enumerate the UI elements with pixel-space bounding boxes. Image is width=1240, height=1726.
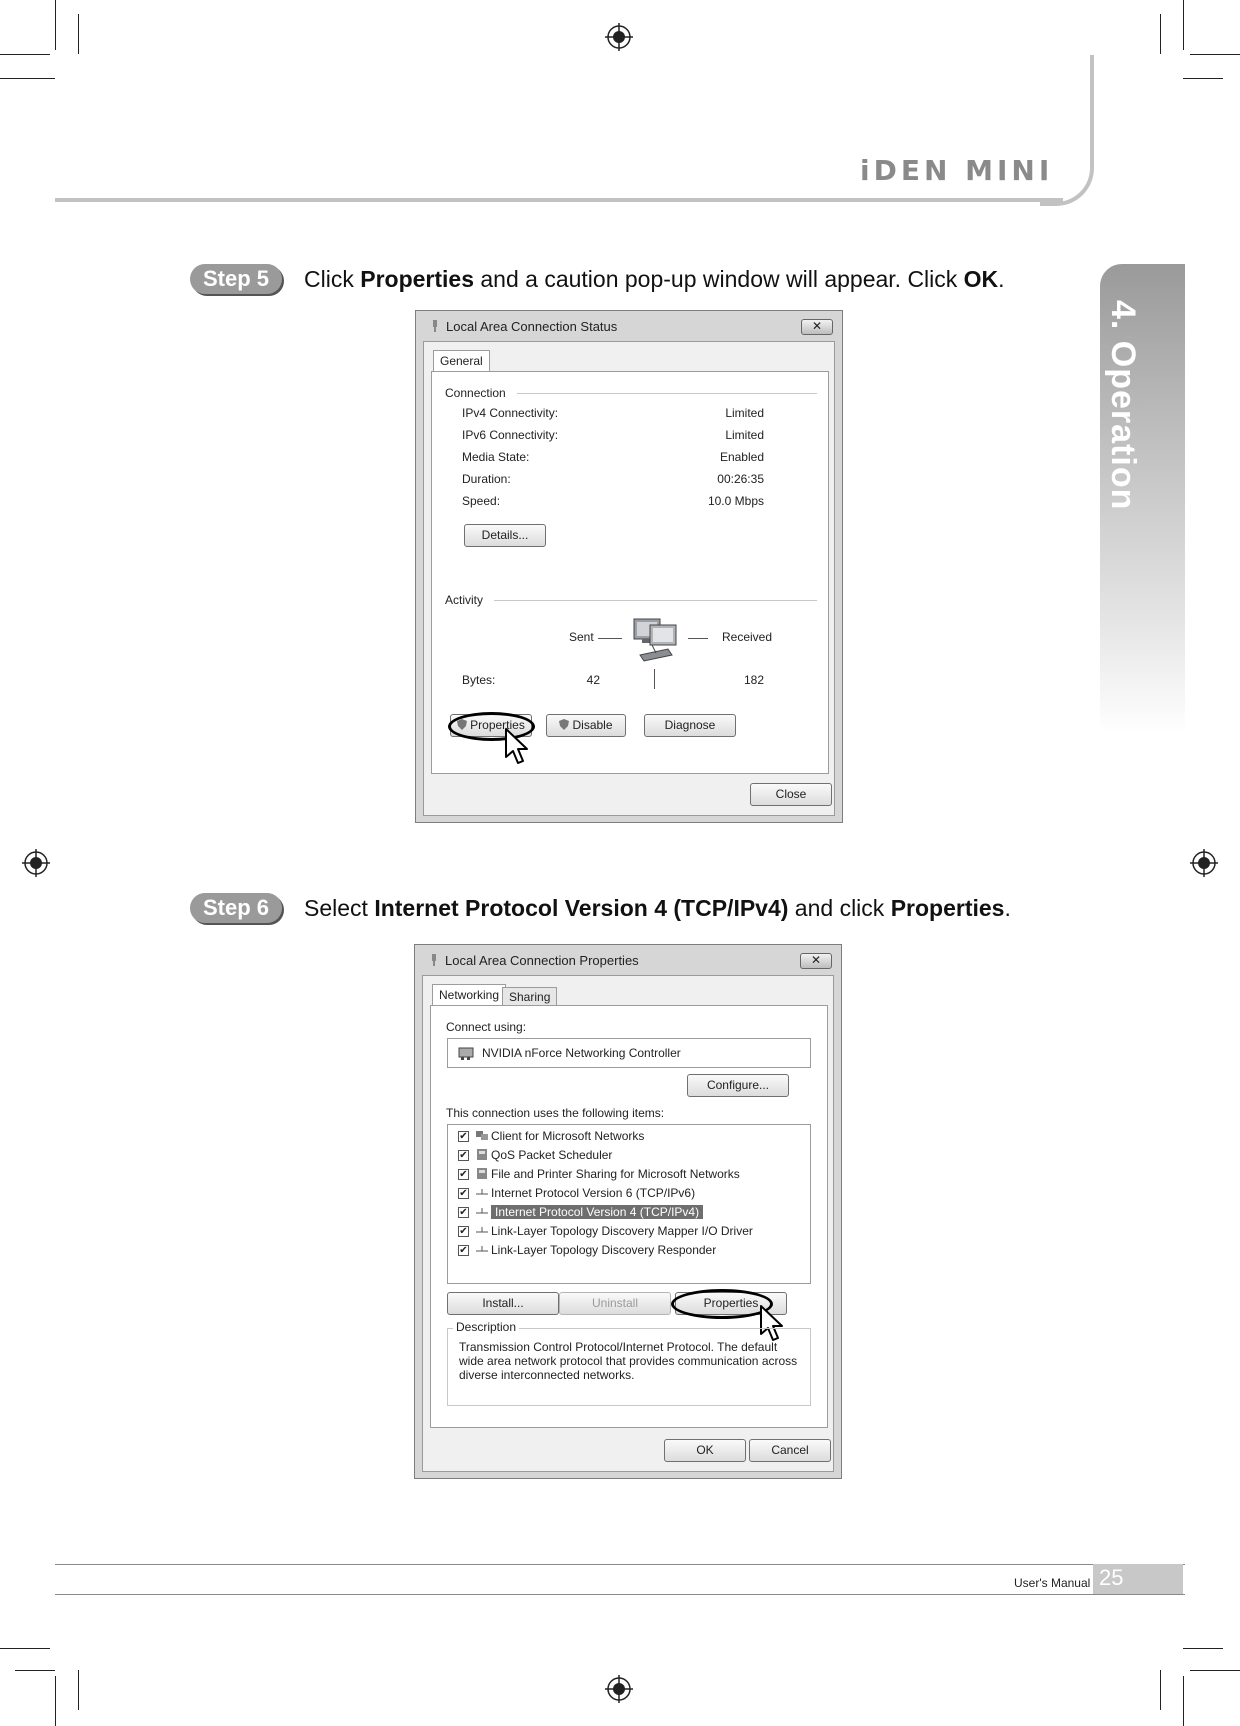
list-item[interactable]: Link-Layer Topology Discovery Responder xyxy=(476,1242,716,1259)
adapter-name: NVIDIA nForce Networking Controller xyxy=(482,1046,681,1060)
networking-pane xyxy=(430,1005,828,1428)
registration-mark-icon xyxy=(605,1675,633,1703)
item-checkbox[interactable]: ✔ xyxy=(459,1169,468,1180)
highlight-ellipse xyxy=(671,1289,773,1319)
ipv4-connectivity-label: IPv4 Connectivity: xyxy=(462,406,559,420)
mouse-cursor-icon xyxy=(504,727,530,765)
speed-label: Speed: xyxy=(462,494,501,508)
close-button[interactable]: Close xyxy=(750,783,832,806)
crop-mark xyxy=(1160,14,1161,54)
tab-general[interactable]: General xyxy=(433,350,490,372)
items-list xyxy=(447,1124,811,1284)
registration-mark-icon xyxy=(22,849,50,877)
service-icon xyxy=(476,1149,488,1160)
duration-value: 00:26:35 xyxy=(717,472,764,486)
crop-mark xyxy=(55,0,56,50)
crop-mark xyxy=(78,1670,79,1710)
dialog-body xyxy=(423,341,835,816)
group-rule xyxy=(517,393,817,394)
step-6-instruction: Select Internet Protocol Version 4 (TCP/IPv4) and click Properties. xyxy=(304,895,1011,921)
close-icon[interactable]: ✕ xyxy=(800,953,832,969)
uninstall-button[interactable]: Uninstall xyxy=(559,1292,671,1315)
ipv6-connectivity-value: Limited xyxy=(725,428,764,442)
disable-button-label: Disable xyxy=(572,718,613,732)
registration-mark-icon xyxy=(605,23,633,51)
connect-using-label: Connect using: xyxy=(446,1020,527,1034)
dialog-title: Local Area Connection Properties xyxy=(429,953,639,968)
item-checkbox[interactable]: ✔ xyxy=(459,1150,468,1161)
uac-shield-icon xyxy=(559,719,569,730)
sent-line xyxy=(598,638,622,639)
protocol-icon xyxy=(476,1206,488,1217)
activity-group-label: Activity xyxy=(445,593,484,607)
media-state-label: Media State: xyxy=(462,450,530,464)
duration-label: Duration: xyxy=(462,472,511,486)
footer-rule xyxy=(55,1594,1185,1595)
crop-mark xyxy=(0,1648,50,1649)
client-network-icon xyxy=(476,1130,488,1141)
dialog-body xyxy=(422,975,834,1472)
configure-button[interactable]: Configure... xyxy=(687,1074,789,1097)
protocol-icon xyxy=(476,1187,488,1198)
general-pane xyxy=(431,371,829,774)
item-checkbox[interactable]: ✔ xyxy=(459,1245,468,1256)
step-5-badge: Step 5 xyxy=(190,264,282,294)
brand-logo: iDEN MINI xyxy=(860,154,1054,187)
group-rule xyxy=(494,600,817,601)
tab-sharing[interactable]: Sharing xyxy=(502,987,557,1006)
item-checkbox[interactable]: ✔ xyxy=(459,1207,468,1218)
chapter-tab-label: 4. Operation xyxy=(1104,300,1142,511)
bytes-label: Bytes: xyxy=(462,673,496,687)
connection-properties-dialog xyxy=(414,944,842,1479)
description-text: Transmission Control Protocol/Internet Protocol. The default wide area network protocol that provides communication across diverse interconnected networks. xyxy=(459,1340,798,1382)
registration-mark-icon xyxy=(1190,849,1218,877)
list-item[interactable]: QoS Packet Scheduler xyxy=(476,1147,612,1164)
network-plug-icon xyxy=(430,320,440,332)
bytes-sent-value: 42 xyxy=(586,673,600,687)
tab-networking[interactable]: Networking xyxy=(432,984,506,1006)
list-item[interactable]: File and Printer Sharing for Microsoft Networks xyxy=(476,1166,740,1183)
ipv6-connectivity-label: IPv6 Connectivity: xyxy=(462,428,559,442)
bytes-divider xyxy=(654,669,655,689)
item-checkbox[interactable]: ✔ xyxy=(459,1188,468,1199)
list-item[interactable]: Internet Protocol Version 6 (TCP/IPv6) xyxy=(476,1185,695,1202)
list-item[interactable]: Client for Microsoft Networks xyxy=(476,1128,644,1145)
adapter-box xyxy=(447,1038,811,1068)
properties-button-label: Properties xyxy=(470,718,525,732)
protocol-icon xyxy=(476,1225,488,1236)
network-adapter-icon xyxy=(458,1045,476,1061)
crop-mark xyxy=(55,1676,56,1726)
connection-status-dialog xyxy=(415,310,843,823)
crop-mark xyxy=(0,54,50,55)
crop-mark xyxy=(1183,78,1223,79)
footer-rule xyxy=(55,1564,1185,1565)
details-button[interactable]: Details... xyxy=(464,524,546,547)
connection-group-label: Connection xyxy=(445,386,506,400)
received-label: Received xyxy=(722,630,773,644)
crop-mark xyxy=(1183,1648,1223,1649)
network-plug-icon xyxy=(429,954,439,966)
step-5-instruction: Click Properties and a caution pop-up window will appear. Click OK. xyxy=(304,266,1005,292)
sent-label: Sent xyxy=(569,630,594,644)
dialog-title: Local Area Connection Status xyxy=(430,319,617,334)
network-computers-icon xyxy=(628,615,682,669)
crop-mark xyxy=(1183,1676,1184,1726)
properties-button[interactable]: Properties xyxy=(675,1292,787,1315)
diagnose-button[interactable]: Diagnose xyxy=(644,714,736,737)
service-icon xyxy=(476,1168,488,1179)
received-line xyxy=(688,638,708,639)
description-label: Description xyxy=(453,1320,519,1334)
crop-mark xyxy=(1160,1670,1161,1710)
page-number: 25 xyxy=(1099,1565,1124,1590)
item-checkbox[interactable]: ✔ xyxy=(459,1131,468,1142)
bytes-received-value: 182 xyxy=(743,673,764,687)
media-state-value: Enabled xyxy=(719,450,764,464)
disable-button[interactable] xyxy=(546,714,626,737)
crop-mark xyxy=(78,14,79,54)
install-button[interactable]: Install... xyxy=(447,1292,559,1315)
item-checkbox[interactable]: ✔ xyxy=(459,1226,468,1237)
header-rule xyxy=(55,198,1063,202)
list-item-selected[interactable]: Internet Protocol Version 4 (TCP/IPv4) xyxy=(476,1204,703,1221)
crop-mark xyxy=(0,78,55,79)
step-6-badge: Step 6 xyxy=(190,893,282,923)
close-icon[interactable]: ✕ xyxy=(801,319,833,335)
speed-value: 10.0 Mbps xyxy=(707,494,764,508)
ipv4-connectivity-value: Limited xyxy=(725,406,764,420)
list-item[interactable]: Link-Layer Topology Discovery Mapper I/O Driver xyxy=(476,1223,753,1240)
cancel-button[interactable]: Cancel xyxy=(749,1439,831,1462)
crop-mark xyxy=(15,1670,55,1671)
ok-button[interactable]: OK xyxy=(664,1439,746,1462)
crop-mark xyxy=(1183,0,1184,50)
crop-mark xyxy=(1190,1670,1240,1671)
footer-label: User's Manual xyxy=(1014,1576,1091,1590)
items-label: This connection uses the following items: xyxy=(446,1106,665,1120)
protocol-icon xyxy=(476,1244,488,1255)
crop-mark xyxy=(1190,54,1240,55)
